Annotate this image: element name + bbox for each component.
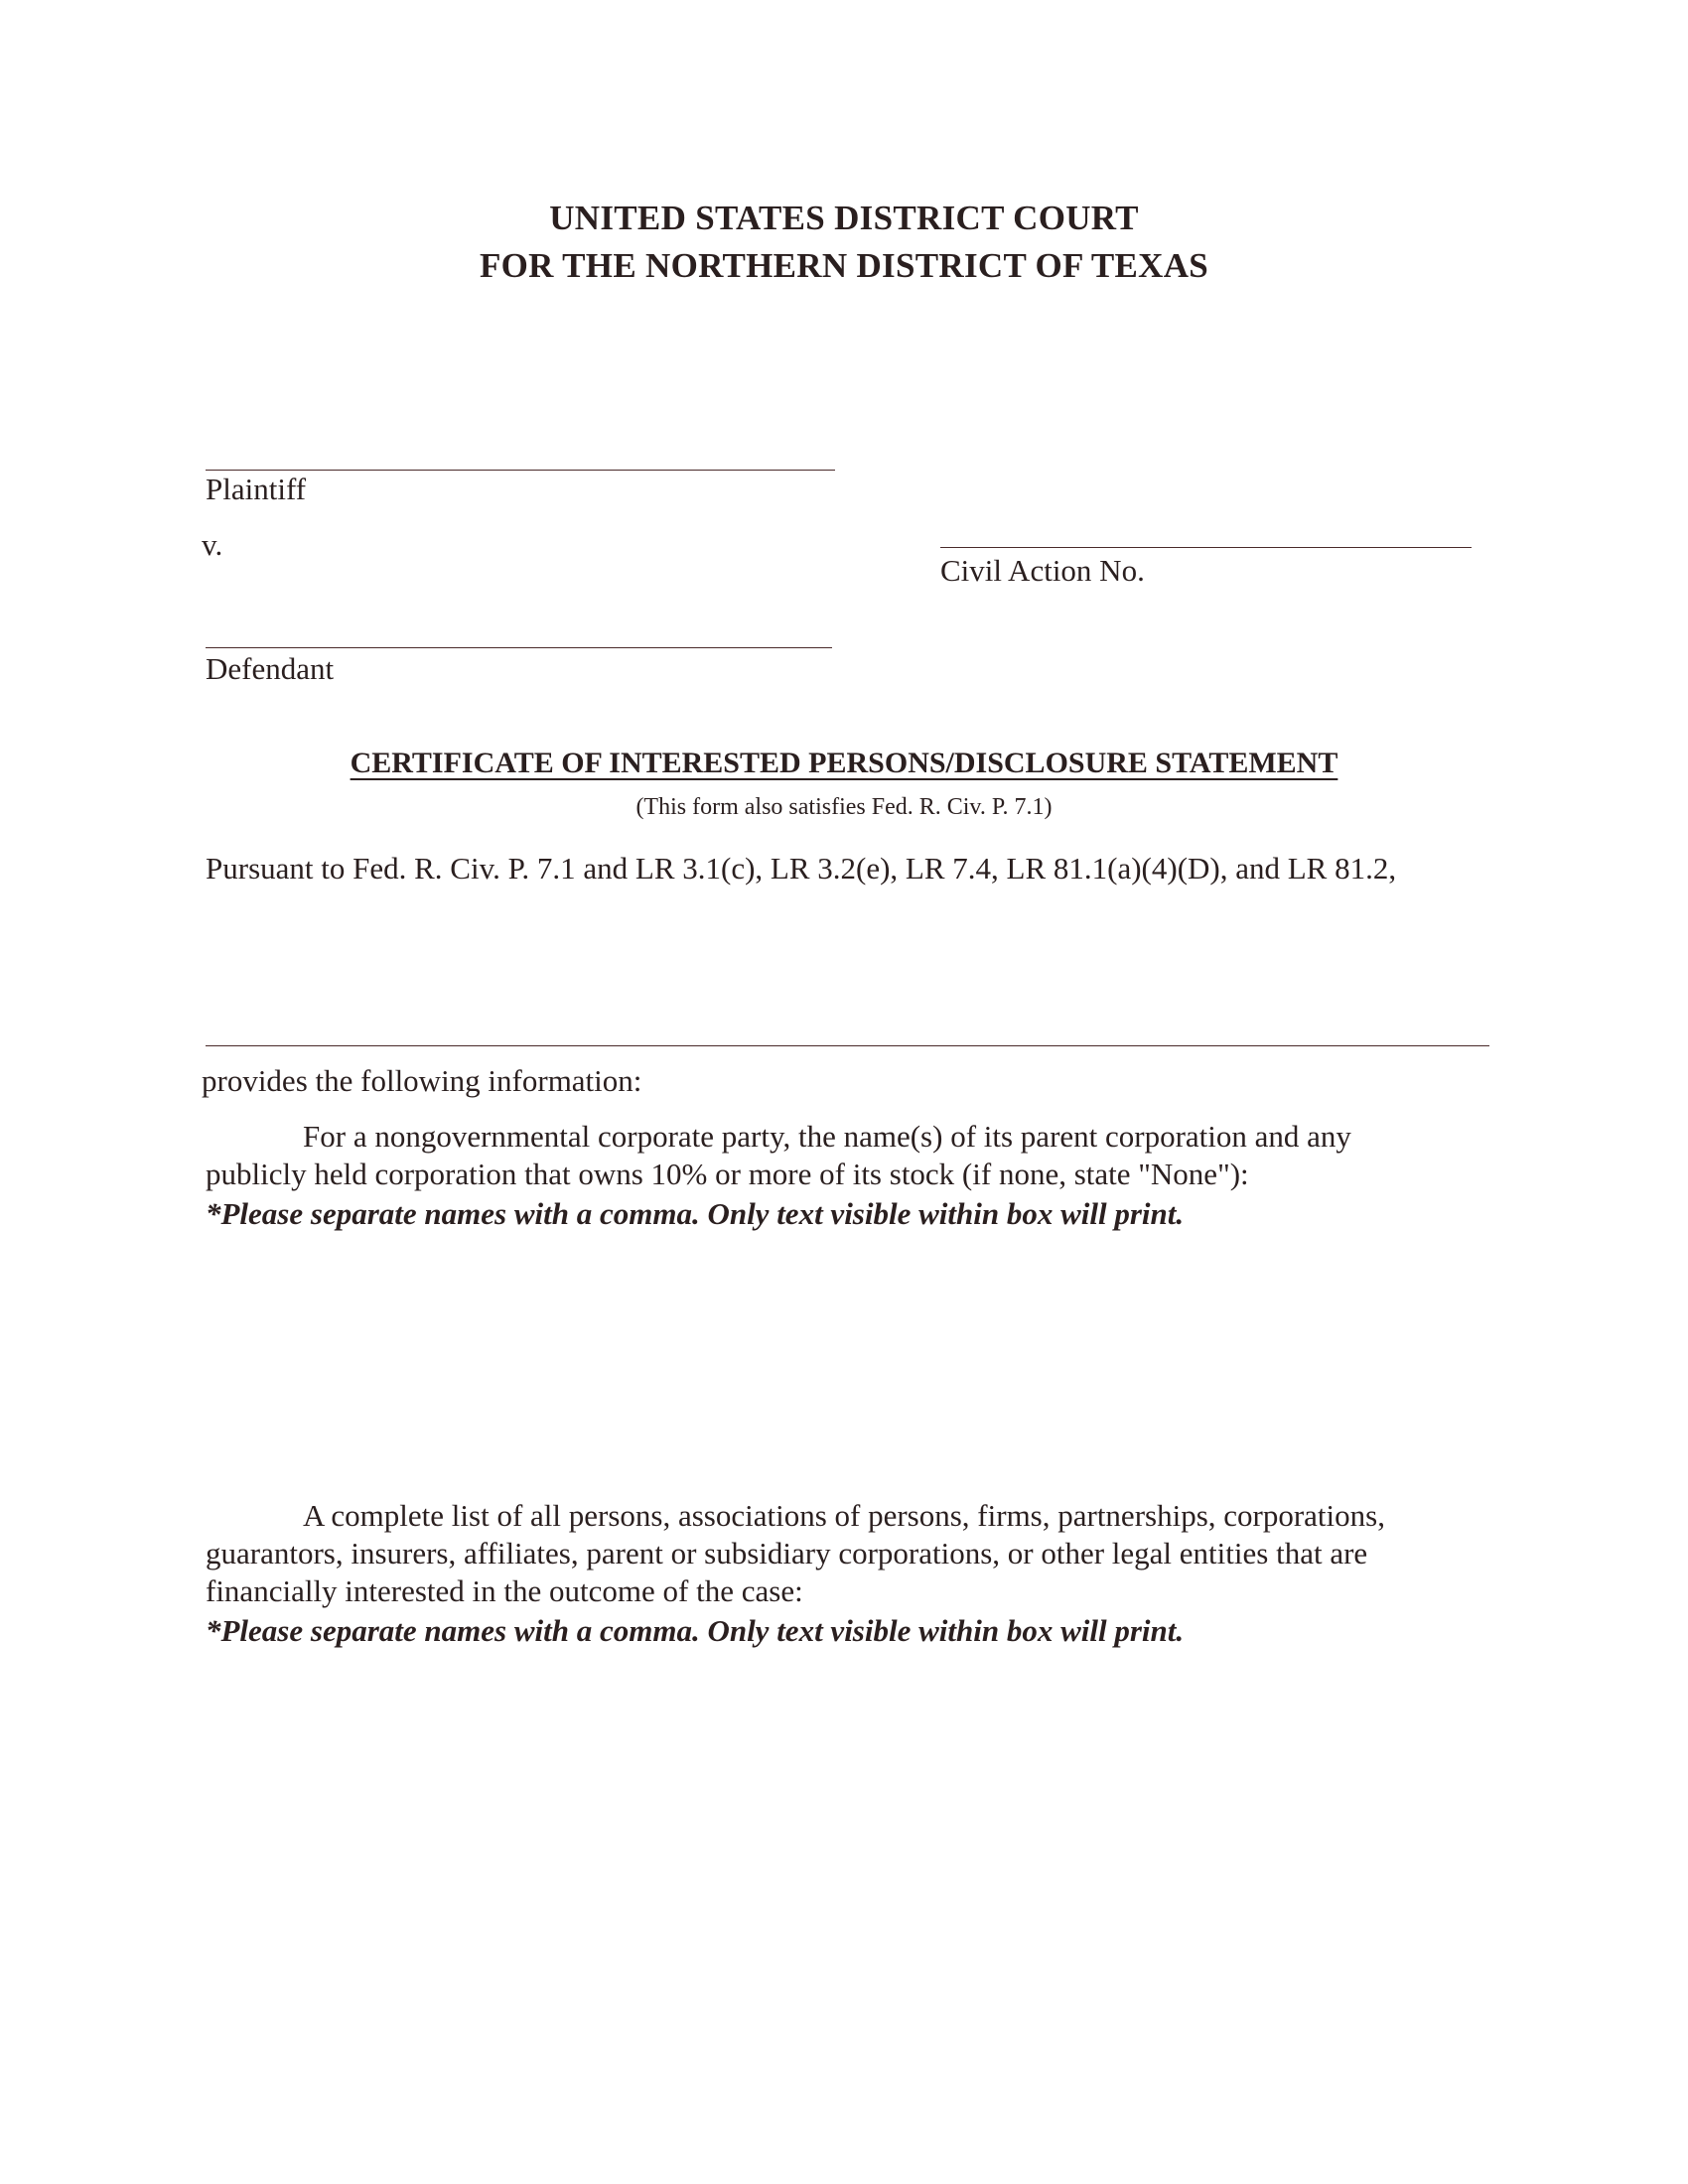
plaintiff-label: Plaintiff <box>206 472 307 506</box>
certificate-title-text: CERTIFICATE OF INTERESTED PERSONS/DISCLOSURE STATEMENT <box>350 747 1338 779</box>
party-name-line <box>206 1045 1489 1046</box>
court-district: FOR THE NORTHERN DISTRICT OF TEXAS <box>479 246 1209 285</box>
certificate-subtitle: (This form also satisfies Fed. R. Civ. P. 7.1) <box>635 794 1053 820</box>
court-name: UNITED STATES DISTRICT COURT <box>549 199 1139 237</box>
corporate-text-line-1: For a nongovernmental corporate party, the name(s) of its parent corporation and any <box>303 1119 1351 1154</box>
interested-text-line-1: A complete list of all persons, associations of persons, firms, partnerships, corporations, <box>303 1498 1385 1533</box>
civil-action-label: Civil Action No. <box>940 553 1145 588</box>
certificate-title <box>0 745 1688 782</box>
provides-statement: provides the following information: <box>202 1063 642 1098</box>
interested-note: *Please separate names with a comma. Only text visible within box will print. <box>206 1613 1185 1648</box>
pursuant-statement: Pursuant to Fed. R. Civ. P. 7.1 and LR 3.1(c), LR 3.2(e), LR 7.4, LR 81.1(a)(4)(D), and LR 81.2, <box>206 851 1397 886</box>
corporate-names-field[interactable] <box>206 1246 1489 1474</box>
interested-names-field[interactable] <box>206 1663 1489 2080</box>
civil-action-field[interactable] <box>940 504 1472 546</box>
party-name-field[interactable] <box>206 948 1489 1043</box>
plaintiff-field[interactable] <box>206 427 835 469</box>
defendant-line <box>206 647 832 648</box>
defendant-field[interactable] <box>206 605 832 646</box>
interested-text-line-3: financially interested in the outcome of the case: <box>206 1573 803 1608</box>
civil-action-line <box>940 547 1472 548</box>
interested-text-line-2: guarantors, insurers, affiliates, parent or subsidiary corporations, or other legal entities that are <box>206 1536 1368 1570</box>
defendant-label: Defendant <box>206 651 335 686</box>
corporate-note: *Please separate names with a comma. Only text visible within box will print. <box>206 1196 1185 1231</box>
versus-label: v. <box>202 527 223 562</box>
corporate-text-line-2: publicly held corporation that owns 10% or more of its stock (if none, state "None"): <box>206 1157 1249 1191</box>
